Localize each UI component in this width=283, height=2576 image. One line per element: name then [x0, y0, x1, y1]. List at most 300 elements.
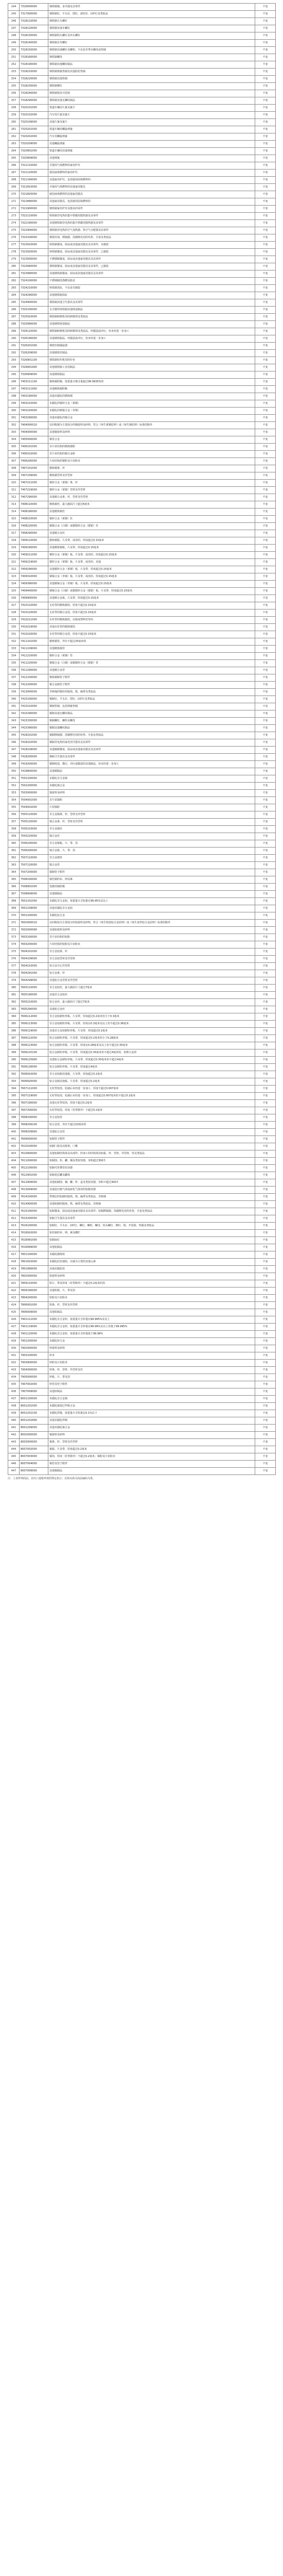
table-row — [8, 1324, 276, 1331]
commodity-description: 其他铜合金板、片及带，厚度超过0.15毫米 — [48, 595, 255, 602]
commodity-code: 7406200000 — [20, 458, 48, 465]
row-number: 398 — [8, 1114, 20, 1122]
table-row — [8, 573, 276, 581]
commodity-description: 铜锡合金（青铜）板、片及带，成卷的，厚度超过0.15毫米 — [48, 573, 255, 581]
table-row — [8, 970, 276, 977]
table-row — [8, 1064, 276, 1071]
status-cell: 不变 — [255, 609, 276, 617]
commodity-code: 7321110000 — [20, 162, 48, 170]
row-number: 437 — [8, 1396, 20, 1403]
row-number: 435 — [8, 1381, 20, 1388]
commodity-description: 其他非合金铝制矩形板、片及带，厚度超过0.2毫米 — [48, 1028, 255, 1035]
row-number: 325 — [8, 588, 20, 595]
status-cell: 不变 — [255, 819, 276, 826]
commodity-code: 7320209000 — [20, 141, 48, 148]
row-number: 366 — [8, 884, 20, 891]
row-number: 302 — [8, 422, 20, 429]
status-cell: 不变 — [255, 1352, 276, 1360]
status-cell: 不变 — [255, 184, 276, 191]
commodity-code: 7801990000 — [20, 1266, 48, 1273]
status-cell: 不变 — [255, 941, 276, 948]
status-cell: 不变 — [255, 1078, 276, 1086]
commodity-code: 7316000000 — [20, 4, 48, 11]
table-row — [8, 1410, 276, 1417]
commodity-description: 非合金镍丝 — [48, 826, 255, 833]
commodity-code: 7419200000 — [20, 761, 48, 768]
status-cell: 不变 — [255, 905, 276, 912]
commodity-code: 7407290000 — [20, 494, 48, 501]
table-row — [8, 1388, 276, 1396]
row-number: 256 — [8, 90, 20, 97]
table-row — [8, 198, 276, 206]
table-row — [8, 408, 276, 415]
table-row — [8, 1280, 276, 1287]
commodity-code: 7403111100 — [20, 379, 48, 386]
status-cell: 不变 — [255, 61, 276, 69]
row-number: 274 — [8, 220, 20, 227]
commodity-code: 7318190000 — [20, 61, 48, 69]
table-row — [8, 112, 276, 119]
table-row — [8, 963, 276, 970]
row-number: 317 — [8, 530, 20, 537]
status-cell: 不变 — [255, 732, 276, 739]
table-row — [8, 206, 276, 213]
table-row — [8, 1013, 276, 1021]
table-row — [8, 595, 276, 602]
commodity-code: 7505220000 — [20, 833, 48, 840]
commodity-code: 7325100000 — [20, 307, 48, 314]
commodity-code: 7604299000 — [20, 977, 48, 985]
commodity-code: 7505120000 — [20, 819, 48, 826]
table-row — [8, 999, 276, 1006]
table-row — [8, 703, 276, 710]
table-row — [8, 1287, 276, 1295]
commodity-description: 钢铁制方头螺钉 — [48, 18, 255, 25]
commodity-description: 锡管及管子附件 — [48, 1461, 255, 1468]
status-cell: 不变 — [255, 47, 276, 54]
commodity-description: 铜制卫生器具及其零件 — [48, 754, 255, 761]
table-row — [8, 977, 276, 985]
table-row — [8, 1136, 276, 1143]
commodity-description: 镍合金条、杆、型材及异型材 — [48, 819, 255, 826]
commodity-code: 7318110000 — [20, 18, 48, 25]
commodity-code: 7616100000 — [20, 1223, 48, 1230]
status-cell: 不变 — [255, 472, 276, 480]
commodity-description: 铜制钉、平头钉、图钉、U形钉及类似品 — [48, 696, 255, 703]
commodity-code: 7614100000 — [20, 1194, 48, 1201]
commodity-description: 有衬背的精炼铜箔，以纸或塑料衬背的 — [48, 617, 255, 624]
table-row — [8, 1179, 276, 1187]
row-number: 383 — [8, 1006, 20, 1013]
row-number: 300 — [8, 408, 20, 415]
row-number: 371 — [8, 920, 20, 927]
commodity-description: 铝合金制矩形板、片及带，厚度在0.28毫米及以上但不超过0.35毫米 — [48, 1042, 255, 1049]
commodity-code: 7606123000 — [20, 1042, 48, 1049]
commodity-code: 7806009000 — [20, 1309, 48, 1316]
row-number: 409 — [8, 1194, 20, 1201]
status-cell: 不变 — [255, 480, 276, 487]
status-cell: 不变 — [255, 725, 276, 732]
commodity-code: 7418200000 — [20, 754, 48, 761]
row-number: 303 — [8, 429, 20, 436]
row-number: 391 — [8, 1064, 20, 1071]
table-row — [8, 941, 276, 948]
commodity-description: 铝合金丝，最大截面尺寸超过7毫米 — [48, 999, 255, 1006]
table-row — [8, 1223, 276, 1230]
table-row — [8, 725, 276, 732]
table-row — [8, 646, 276, 653]
row-number: 432 — [8, 1360, 20, 1367]
commodity-code: 7507110000 — [20, 855, 48, 862]
commodity-code: 7403190000 — [20, 393, 48, 400]
commodity-description: 片状结构的铝粉及片状粉末 — [48, 941, 255, 948]
row-number: 333 — [8, 646, 20, 653]
commodity-description: 铝合金制其他板、片及带，厚度超过0.2毫米 — [48, 1078, 255, 1086]
table-row — [8, 119, 276, 126]
status-cell: 不变 — [255, 1302, 276, 1309]
table-row — [8, 487, 276, 494]
table-row — [8, 1439, 276, 1446]
status-cell: 不变 — [255, 588, 276, 595]
row-number: 373 — [8, 934, 20, 941]
row-number: 372 — [8, 927, 20, 934]
table-row — [8, 1468, 276, 1475]
row-number: 288 — [8, 321, 20, 328]
row-number: 348 — [8, 754, 20, 761]
table-row — [8, 754, 276, 761]
row-number: 367 — [8, 891, 20, 898]
commodity-description: 精炼铜板、片及带，成卷的，厚度超过0.15毫米 — [48, 537, 255, 545]
status-cell: 不变 — [255, 220, 276, 227]
commodity-code: 7410220000 — [20, 631, 48, 638]
row-number: 411 — [8, 1208, 20, 1215]
table-row — [8, 1396, 276, 1403]
commodity-code: 7504002000 — [20, 804, 48, 811]
commodity-code: 7326110000 — [20, 328, 48, 335]
row-number: 344 — [8, 725, 20, 732]
table-row — [8, 761, 276, 768]
status-cell: 不变 — [255, 1049, 276, 1057]
commodity-description: 带钢芯的铝制绞股线、缆、编带及类似品，非绝缘 — [48, 1194, 255, 1201]
commodity-code: 7804200000 — [20, 1295, 48, 1302]
commodity-code: 7411101000 — [20, 638, 48, 646]
commodity-code: 7407211000 — [20, 480, 48, 487]
row-number: 357 — [8, 819, 20, 826]
status-cell: 不变 — [255, 4, 276, 11]
commodity-description: 铜锌合金（黄铜）条、杆 — [48, 480, 255, 487]
commodity-code: 7507120000 — [20, 862, 48, 869]
commodity-description: 锌废料及碎料 — [48, 1345, 255, 1352]
commodity-description: 铝合金制矩形板、片及带，厚度超过4毫米 — [48, 1064, 255, 1071]
commodity-code: 7616910000 — [20, 1230, 48, 1237]
table-row — [8, 927, 276, 934]
row-number: 358 — [8, 826, 20, 833]
row-number: 374 — [8, 941, 20, 948]
status-cell: 不变 — [255, 754, 276, 761]
status-cell: 不变 — [255, 170, 276, 177]
commodity-code: 7903900000 — [20, 1360, 48, 1367]
commodity-description: 其他未锻轧铅 — [48, 1266, 255, 1273]
commodity-code: 7415390000 — [20, 725, 48, 732]
status-cell: 不变 — [255, 328, 276, 335]
table-row — [8, 840, 276, 848]
commodity-description: 非绝缘的铜丝绞股线、缆、编带及类似品 — [48, 689, 255, 696]
commodity-description: 其他螺旋弹簧 — [48, 141, 255, 148]
status-cell: 不变 — [255, 631, 276, 638]
table-row — [8, 1122, 276, 1129]
commodity-description: 其他钢铁制工业用制品 — [48, 364, 255, 371]
row-number: 269 — [8, 184, 20, 191]
table-row — [8, 1215, 276, 1223]
status-cell: 不变 — [255, 573, 276, 581]
table-row — [8, 162, 276, 170]
row-number: 304 — [8, 436, 20, 444]
commodity-description: 精炼铜阴极，按重量计铜含量超过99.9935%的 — [48, 379, 255, 386]
commodity-description: 铜锌合金（黄铜）管 — [48, 653, 255, 660]
commodity-description: 铝制卫生器具及其零件 — [48, 1215, 255, 1223]
status-cell: 不变 — [255, 775, 276, 783]
row-number: 310 — [8, 480, 20, 487]
row-number: 281 — [8, 270, 20, 278]
row-number: 299 — [8, 400, 20, 408]
row-number: 419 — [8, 1266, 20, 1273]
table-row — [8, 400, 276, 408]
table-row — [8, 1295, 276, 1302]
commodity-code: 7317000000 — [20, 11, 48, 18]
table-row — [8, 523, 276, 530]
row-number: 365 — [8, 876, 20, 884]
row-number: 270 — [8, 191, 20, 198]
status-cell: 不变 — [255, 891, 276, 898]
row-number: 438 — [8, 1403, 20, 1410]
status-cell: 不变 — [255, 768, 276, 775]
table-row — [8, 148, 276, 155]
row-number: 253 — [8, 69, 20, 76]
table-row — [8, 314, 276, 321]
commodity-code: 7406101000 — [20, 444, 48, 451]
commodity-code: 8002000000 — [20, 1432, 48, 1439]
commodity-code: 7320202000 — [20, 133, 48, 141]
commodity-code: 7606125900 — [20, 1057, 48, 1064]
status-cell: 不变 — [255, 1251, 276, 1259]
table-row — [8, 436, 276, 444]
table-row — [8, 465, 276, 472]
table-row — [8, 285, 276, 292]
table-row — [8, 278, 276, 285]
commodity-code: 7601101000 — [20, 898, 48, 905]
status-cell: 不变 — [255, 811, 276, 819]
commodity-code: 7609000000 — [20, 1136, 48, 1143]
status-cell: 不变 — [255, 1057, 276, 1064]
commodity-code: 7907002000 — [20, 1381, 48, 1388]
commodity-description: 未锻轧锌合金 — [48, 1338, 255, 1345]
commodity-code: 7612901000 — [20, 1172, 48, 1179]
commodity-description: 铸铁制浴缸，不论是否搪瓷 — [48, 285, 255, 292]
commodity-code: 7320901000 — [20, 148, 48, 155]
row-number: 307 — [8, 458, 20, 465]
table-row — [8, 985, 276, 992]
row-number: 291 — [8, 343, 20, 350]
commodity-code: 8007002000 — [20, 1446, 48, 1453]
status-cell: 不变 — [255, 1280, 276, 1287]
row-number: 284 — [8, 292, 20, 299]
table-row — [8, 141, 276, 148]
table-row — [8, 335, 276, 343]
status-cell: 不变 — [255, 76, 276, 83]
status-cell: 不变 — [255, 1201, 276, 1208]
commodity-code: 7322190000 — [20, 220, 48, 227]
commodity-description: 铜镍合金（白铜）或铜镍锌合金（德银）板、片及带，厚度超过0.15毫米 — [48, 588, 255, 595]
table-row — [8, 1403, 276, 1410]
row-number: 386 — [8, 1028, 20, 1035]
table-row — [8, 884, 276, 891]
row-number: 444 — [8, 1446, 20, 1453]
status-cell: 不变 — [255, 1237, 276, 1244]
status-cell: 不变 — [255, 105, 276, 112]
commodity-code: 7606112000 — [20, 1013, 48, 1021]
row-number: 297 — [8, 386, 20, 393]
commodity-description: 铜镍合金（白铜）或铜镍锌合金（德银）丝 — [48, 523, 255, 530]
commodity-description: 无衬背铝箔，轧制后未经进一步加工，厚度不超过0.007毫米 — [48, 1086, 255, 1093]
commodity-description: 可使用气体燃料的家用炉灶 — [48, 162, 255, 170]
row-number: 338 — [8, 682, 20, 689]
row-number: 315 — [8, 516, 20, 523]
commodity-description: 钢铁制自攻螺钉 — [48, 40, 255, 47]
commodity-description: 非合金镍管 — [48, 855, 255, 862]
commodity-description: 其他铝废料及碎料 — [48, 927, 255, 934]
row-number: 309 — [8, 472, 20, 480]
status-cell: 不变 — [255, 18, 276, 25]
row-number: 361 — [8, 848, 20, 855]
status-cell: 不变 — [255, 862, 276, 869]
status-cell: 不变 — [255, 1158, 276, 1165]
table-row — [8, 1194, 276, 1201]
status-cell: 不变 — [255, 278, 276, 285]
footnote: 注：上表所列商品，其出口退税率按照规定执行；具体以海关商品编码为准。 — [8, 1477, 96, 1480]
commodity-description: 铸铁制餐桌、厨房或其他家用器具及其零件，已搪瓷 — [48, 249, 255, 256]
table-row — [8, 422, 276, 429]
commodity-description: 非合金铝制矩形板、片及带，厚度超过0.2毫米但小于0.3毫米 — [48, 1013, 255, 1021]
row-number: 276 — [8, 234, 20, 242]
row-number: 252 — [8, 61, 20, 69]
commodity-code: 7326901900 — [20, 364, 48, 371]
status-cell: 不变 — [255, 386, 276, 393]
commodity-code: 7508901000 — [20, 884, 48, 891]
commodity-code: 7613009000 — [20, 1187, 48, 1194]
commodity-description: 钢铁制纺织机用的针布 — [48, 357, 255, 364]
row-number: 351 — [8, 775, 20, 783]
status-cell: 不变 — [255, 1114, 276, 1122]
table-row — [8, 783, 276, 790]
table-row — [8, 696, 276, 703]
status-cell: 不变 — [255, 920, 276, 927]
status-cell: 不变 — [255, 855, 276, 862]
commodity-description: 其他钢铁丝制品 — [48, 350, 255, 357]
commodity-code: 7801910000 — [20, 1259, 48, 1266]
table-row — [8, 379, 276, 386]
commodity-code: 7606910000 — [20, 1071, 48, 1078]
commodity-code: 7326190000 — [20, 335, 48, 343]
row-number: 316 — [8, 523, 20, 530]
commodity-code: 7326901100 — [20, 357, 48, 364]
status-cell: 不变 — [255, 1381, 276, 1388]
row-number: 332 — [8, 638, 20, 646]
table-row — [8, 1093, 276, 1100]
commodity-description: 其他锡制品 — [48, 1468, 255, 1475]
status-cell: 不变 — [255, 314, 276, 321]
table-row — [8, 501, 276, 509]
commodity-code: 7408220000 — [20, 523, 48, 530]
row-number: 294 — [8, 364, 20, 371]
row-number: 328 — [8, 609, 20, 617]
row-number: 414 — [8, 1230, 20, 1237]
status-cell: 不变 — [255, 653, 276, 660]
commodity-code: 7606125100 — [20, 1049, 48, 1057]
commodity-description: 其他家用炉灶，包括使用固体燃料的 — [48, 177, 255, 184]
status-cell: 不变 — [255, 1309, 276, 1316]
commodity-description: 铝合金制矩形板、片及带，厚度超过0.35毫米但不超过4毫米的，铝锂合金的 — [48, 1049, 255, 1057]
commodity-code: 8001209000 — [20, 1425, 48, 1432]
status-cell: 不变 — [255, 1367, 276, 1374]
commodity-description: 其他未锻轧焊锡 — [48, 1417, 255, 1425]
commodity-description: 非合金镍条、杆、型材及异型材 — [48, 811, 255, 819]
status-cell: 不变 — [255, 1215, 276, 1223]
status-cell: 不变 — [255, 436, 276, 444]
row-number: 440 — [8, 1417, 20, 1425]
commodity-description: 镍废料及碎料 — [48, 790, 255, 797]
table-row — [8, 1035, 276, 1042]
table-row — [8, 566, 276, 573]
status-cell: 不变 — [255, 83, 276, 90]
status-cell: 不变 — [255, 970, 276, 977]
status-cell: 不变 — [255, 126, 276, 133]
table-row — [8, 1251, 276, 1259]
table-row — [8, 689, 276, 696]
commodity-code: 7602000090 — [20, 927, 48, 934]
commodity-description: 其他铝合金管 — [48, 1129, 255, 1136]
row-number: 428 — [8, 1331, 20, 1338]
table-row — [8, 1158, 276, 1165]
table-row — [8, 804, 276, 811]
table-row — [8, 1352, 276, 1360]
commodity-code: 8001202100 — [20, 1410, 48, 1417]
table-row — [8, 1338, 276, 1345]
status-cell: 不变 — [255, 400, 276, 408]
commodity-description: 其他家用器具，包括使用固体燃料的 — [48, 198, 255, 206]
status-cell: 不变 — [255, 516, 276, 523]
commodity-description: 铜制垫圈，包括弹簧垫圈 — [48, 703, 255, 710]
commodity-code: 7322900000 — [20, 227, 48, 234]
row-number: 421 — [8, 1280, 20, 1287]
row-number: 417 — [8, 1251, 20, 1259]
row-number: 393 — [8, 1078, 20, 1086]
row-number: 379 — [8, 977, 20, 985]
table-row — [8, 1187, 276, 1194]
table-row — [8, 545, 276, 552]
commodity-code: 7320101000 — [20, 105, 48, 112]
commodity-code: 7902000000 — [20, 1345, 48, 1352]
commodity-description: 铝制管子附件 — [48, 1136, 255, 1143]
status-cell: 不变 — [255, 429, 276, 436]
table-row — [8, 299, 276, 307]
row-number: 296 — [8, 379, 20, 386]
table-row — [8, 126, 276, 133]
commodity-description: 其他铜合金管 — [48, 667, 255, 674]
commodity-code: 7321890000 — [20, 198, 48, 206]
commodity-description: 电镀用镍阳极 — [48, 884, 255, 891]
table-row — [8, 429, 276, 436]
table-row — [8, 516, 276, 523]
